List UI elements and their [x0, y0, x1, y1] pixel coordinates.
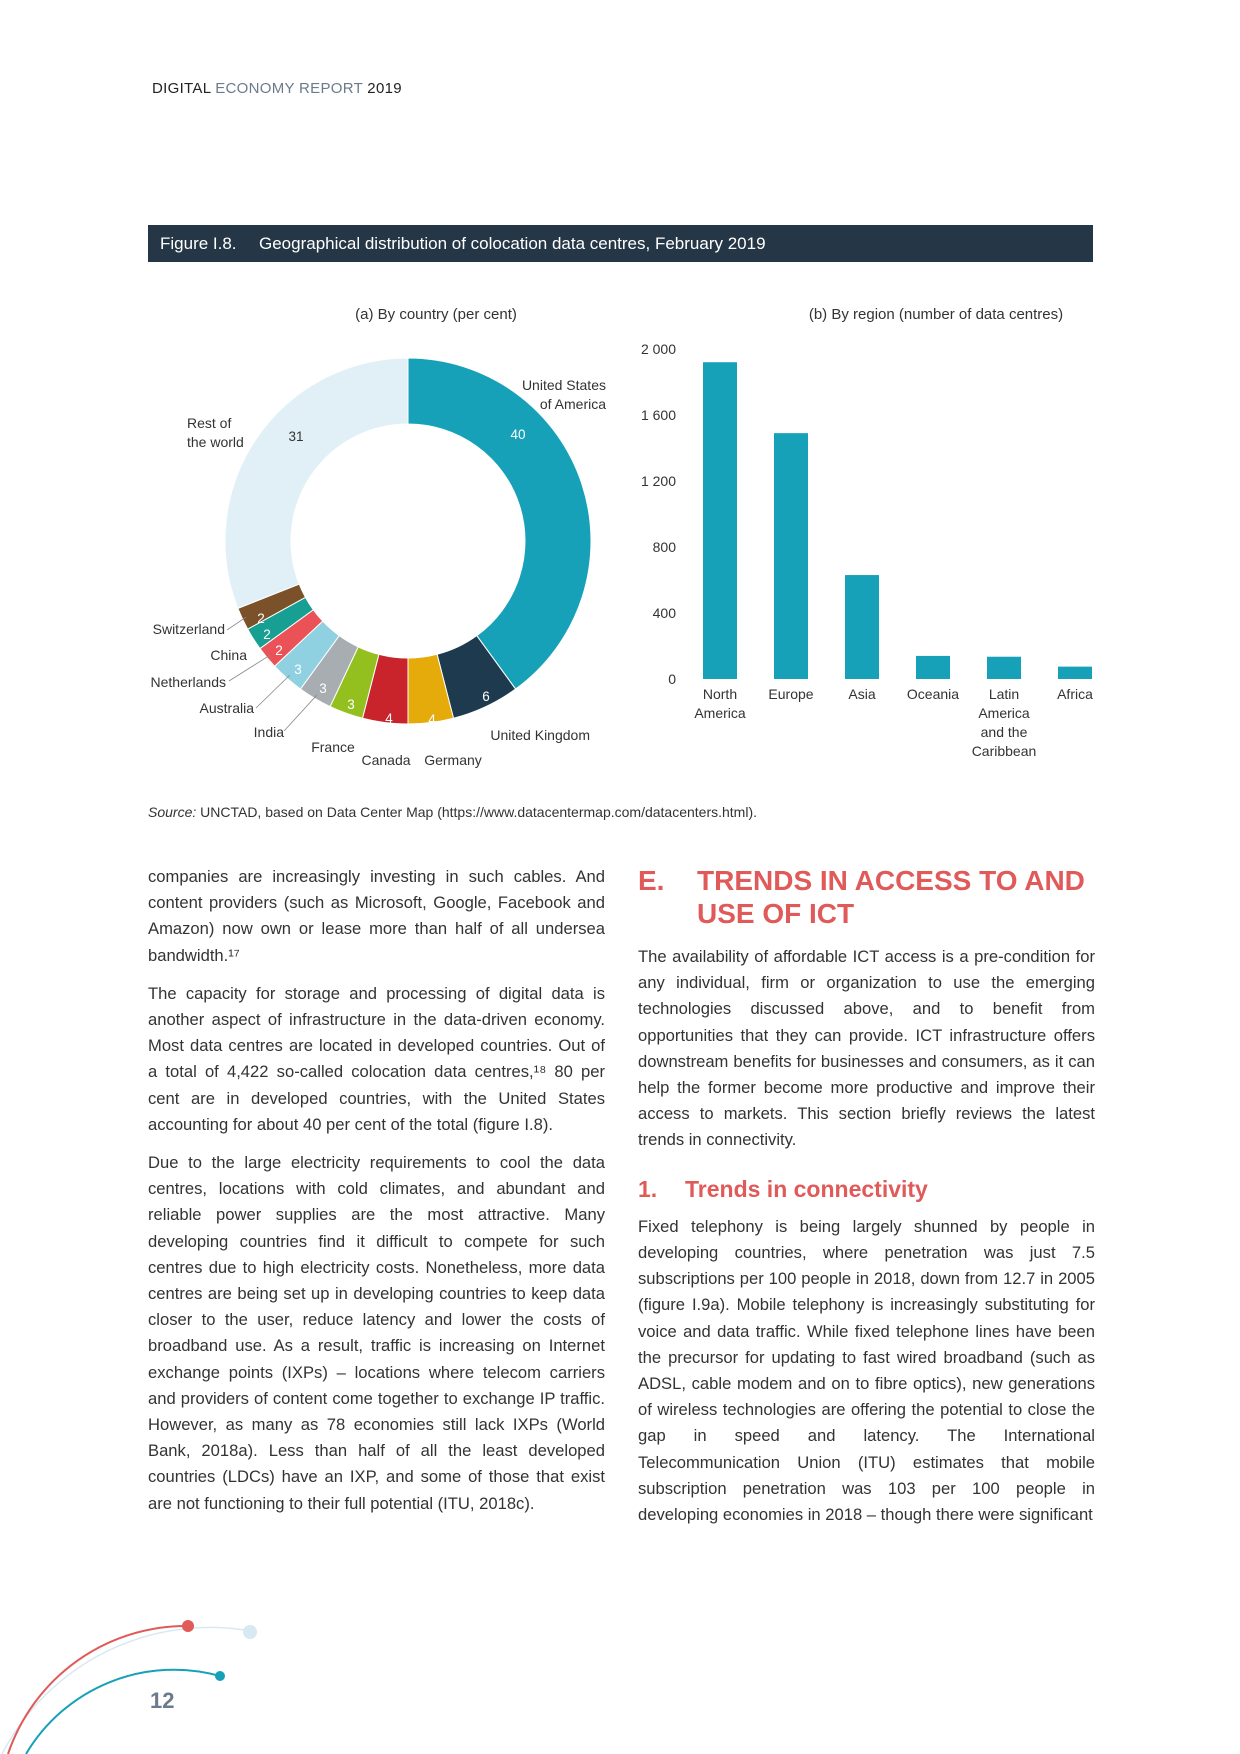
donut-value-rest-of-the-world: 31 [288, 429, 304, 444]
dot-teal [215, 1671, 225, 1681]
decorative-arcs [0, 1580, 300, 1754]
dot-light [243, 1625, 257, 1639]
bar-europe [774, 433, 808, 679]
x-tick-label-asia: Asia [848, 686, 876, 702]
dot-red [182, 1620, 194, 1632]
figure-title-bar [148, 225, 1093, 262]
paragraph-intro: The availability of affordable ICT access is a pre-condition for any individual, firm or organization to use the emerging technologies discussed above, and to benefit from opportunities that they can provide. ICT infrastructure offers downstream benefits for businesses and consumers, as it can help the former become more productive and improve their access to markets. This section briefly reviews the latest trends in connectivity. [638, 947, 1095, 1150]
donut-label-united-states-of-america: United States of America [521, 377, 606, 412]
donut-label-australia: Australia [199, 700, 254, 716]
section-heading [638, 864, 1095, 930]
figure-charts [0, 290, 1240, 790]
donut-chart [151, 358, 607, 768]
source-text: UNCTAD, based on Data Center Map (https://www.datacentermap.com/datacenters.html). [200, 804, 758, 820]
donut-value-switzerland: 2 [257, 611, 265, 626]
leader-line-india [284, 695, 317, 731]
figure-title: Geographical distribution of colocation data centres, February 2019 [259, 233, 766, 253]
x-tick-label-africa: Africa [1057, 686, 1093, 702]
bar-africa [1058, 667, 1092, 679]
donut-label-netherlands: Netherlands [150, 674, 226, 690]
donut-value-australia: 3 [294, 662, 302, 677]
figure-source [148, 804, 757, 820]
donut-value-india: 3 [319, 681, 327, 696]
bar-oceania [916, 656, 950, 679]
leader-line-switzerland [227, 617, 246, 630]
donut-value-china: 2 [263, 627, 271, 642]
header-digital: DIGITAL [152, 80, 211, 97]
leader-line-australia [256, 675, 290, 708]
subsection-number: 1. [638, 1175, 658, 1202]
y-tick-label: 400 [652, 605, 676, 621]
source-label: Source: [148, 804, 197, 820]
subsection-title: Trends in connectivity [685, 1175, 928, 1202]
figure-number: Figure I.8. [160, 233, 237, 253]
donut-chart-title: (a) By country (per cent) [355, 306, 517, 323]
donut-label-china: China [210, 647, 247, 663]
bar-latin-america-and-the-caribbean [987, 657, 1021, 679]
donut-value-united-states-of-america: 40 [510, 427, 526, 442]
y-tick-label: 1 600 [640, 407, 676, 423]
header-economy-report: ECONOMY REPORT [215, 80, 363, 97]
y-tick-label: 2 000 [640, 341, 676, 357]
donut-value-netherlands: 2 [275, 643, 283, 658]
left-column [148, 864, 605, 1529]
donut-value-france: 3 [347, 697, 355, 712]
donut-label-germany: Germany [424, 752, 482, 768]
x-tick-label-europe: Europe [768, 686, 814, 702]
x-tick-label-oceania: Oceania [906, 686, 960, 702]
donut-value-germany: 4 [428, 712, 436, 727]
donut-label-switzerland: Switzerland [152, 621, 225, 637]
donut-slice-rest-of-the-world [225, 358, 408, 608]
paragraph-cables: companies are increasingly investing in such cables. And content providers (such as Microsoft, Google, Facebook and Amazon) now own or lease more than half of all undersea bandwidth.¹⁷ [148, 867, 605, 965]
x-tick-label-north-america: North America [694, 686, 746, 721]
donut-label-india: India [253, 724, 284, 740]
paragraph-connectivity: Fixed telephony is being largely shunned by people in developing countries, where penetration was just 7.5 subscriptions per 100 people in 2018, down from 12.7 in 2005 (figure I.9a). Mobile telephony is increasingly substituting for voice and data traffic. While fixed telephone lines have been the precursor for updating to fast wired broadband (such as ADSL, cable modem and on to fibre optics), new generations of wireless technologies are offering the potential to close the gap in speed and latency. The International Telecommunication Union (ITU) estimates that mobile subscription penetration was 103 per 100 people in developing economies in 2018 – though there were significant [638, 1216, 1095, 1525]
subsection-heading [638, 1176, 1095, 1202]
section-letter: E. [638, 865, 665, 896]
page-number: 12 [150, 1688, 175, 1713]
donut-label-canada: Canada [361, 752, 411, 768]
bar-north-america [703, 362, 737, 679]
donut-value-united-kingdom: 6 [482, 689, 490, 704]
x-tick-label-latin-america-and-the-caribbean: Latin America and the Caribbean [971, 686, 1037, 759]
paragraph-data-centres: The capacity for storage and processing of digital data is another aspect of infrastructure in the data-driven economy. Most data centres are located in developed countries. Out of a total of 4,422 so-called colocation data centres,¹⁸ 80 per cent are in developed countries, with the United States accounting for about 40 per cent of the total (figure I.8). [148, 983, 605, 1134]
bar-chart-title: (b) By region (number of data centres) [808, 306, 1064, 323]
y-tick-label: 0 [668, 671, 676, 687]
running-header [152, 80, 402, 97]
y-tick-label: 800 [652, 539, 676, 555]
paragraph-electricity: Due to the large electricity requirements to cool the data centres, locations with cold climates, and abundant and reliable power supplies are the most attractive. Many developing countries find it difficult to compete for such centres due to high electricity costs. Nonetheless, more data centres are being set up in developing countries to keep data closer to the user, reduce latency and lower the costs of broadband use. As a result, traffic is increasing on Internet exchange points (IXPs) – locations where telecom carriers and providers of content come together to exchange IP traffic. However, as many as 78 economies still lack IXPs (World Bank, 2018a). Less than half of all the least developed countries (LDCs) have an IXP, and some of those that exist are not functioning to their full potential (ITU, 2018c). [148, 1153, 605, 1513]
header-year: 2019 [367, 80, 402, 97]
bar-asia [845, 575, 879, 679]
donut-value-canada: 4 [385, 711, 393, 726]
bar-chart [641, 341, 1093, 759]
section-title: TRENDS IN ACCESS TO AND USE OF ICT [697, 865, 1085, 929]
donut-label-france: France [311, 739, 355, 755]
arc-teal [26, 1670, 220, 1754]
donut-label-united-kingdom: United Kingdom [490, 727, 590, 743]
right-column [638, 864, 1095, 1540]
donut-label-rest-of-the-world: Rest of the world [187, 415, 244, 450]
y-tick-label: 1 200 [640, 473, 676, 489]
